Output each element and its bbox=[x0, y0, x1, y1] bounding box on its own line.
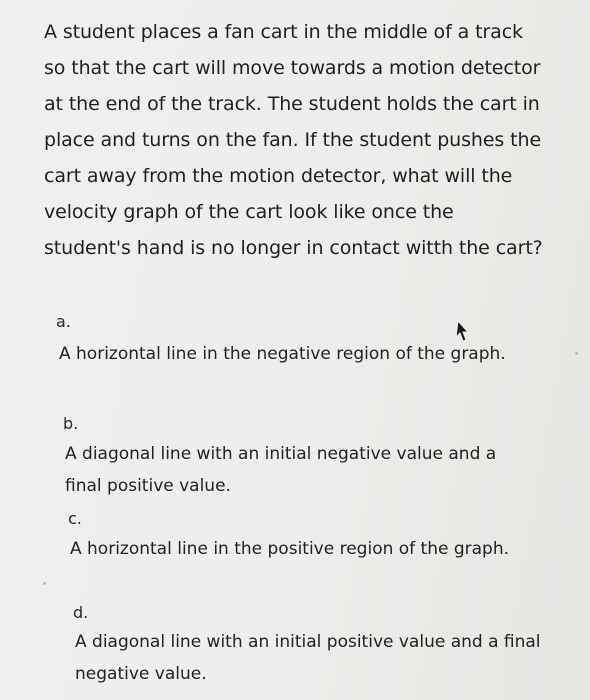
option-a-letter: a. bbox=[56, 312, 71, 331]
option-c-letter: c. bbox=[68, 509, 82, 528]
option-d-text[interactable]: A diagonal line with an initial positive value and a final negative value. bbox=[75, 632, 541, 684]
option-b-letter: b. bbox=[63, 414, 79, 433]
option-b-text[interactable]: A diagonal line with an initial negative value and a final positive value. bbox=[65, 444, 497, 496]
question-text: A student places a fan cart in the middle of a track so that the cart will move towards a motion detector at the end of the track. The student holds the cart in place and turns on the fan. If the student pushes the cart away from the motion detector, what will the velocity graph of the cart look like once the student's hand is no longer in contact witth the cart? bbox=[44, 21, 543, 259]
option-d-letter: d. bbox=[73, 603, 89, 622]
option-c-text[interactable]: A horizontal line in the positive region of the graph. bbox=[70, 539, 510, 559]
option-a-text[interactable]: A horizontal line in the negative region of the graph. bbox=[59, 344, 506, 364]
decorative-dot bbox=[43, 582, 46, 585]
decorative-dot bbox=[575, 352, 578, 355]
mouse-pointer-icon bbox=[452, 320, 472, 342]
